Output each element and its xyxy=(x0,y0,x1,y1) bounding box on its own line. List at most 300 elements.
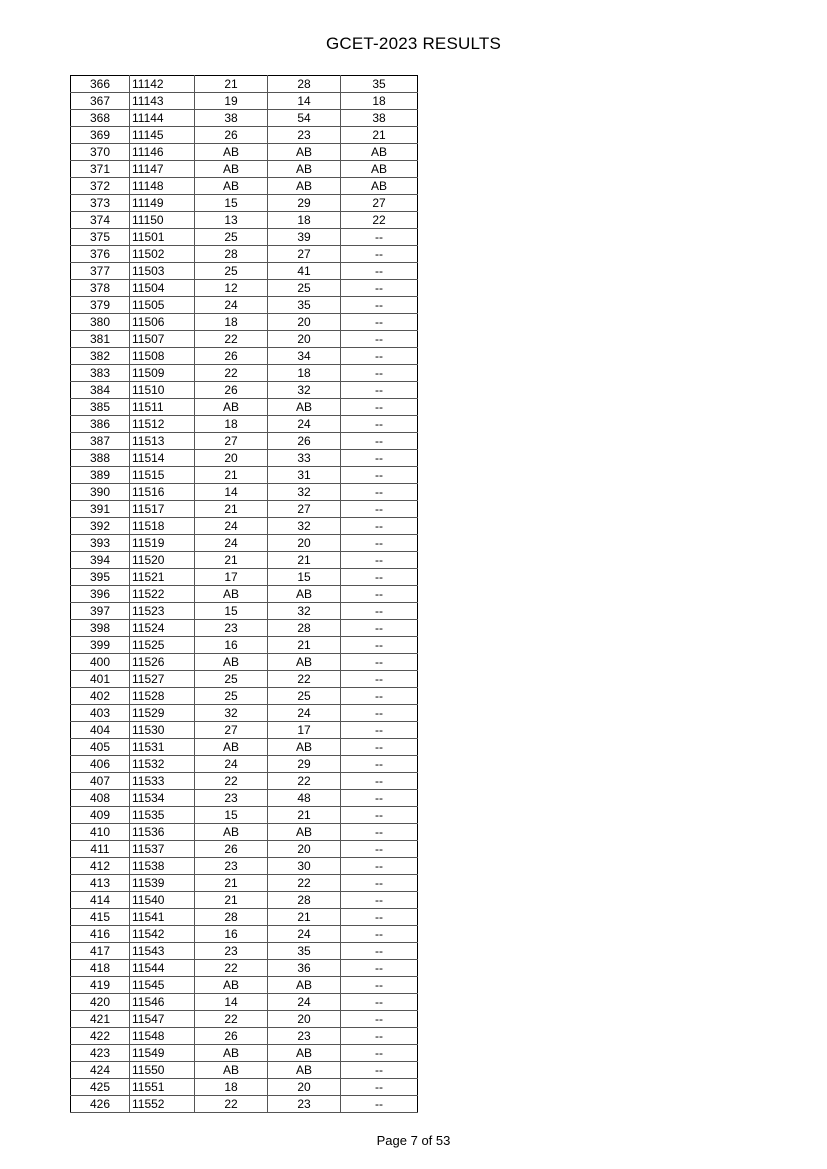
score-3-cell: -- xyxy=(341,297,418,314)
roll-number-cell: 11524 xyxy=(130,620,195,637)
score-1-cell: 24 xyxy=(195,535,268,552)
serial-number-cell: 382 xyxy=(71,348,130,365)
score-3-cell: 27 xyxy=(341,195,418,212)
roll-number-cell: 11519 xyxy=(130,535,195,552)
score-3-cell: 38 xyxy=(341,110,418,127)
roll-number-cell: 11523 xyxy=(130,603,195,620)
roll-number-cell: 11540 xyxy=(130,892,195,909)
score-1-cell: 20 xyxy=(195,450,268,467)
table-row xyxy=(71,722,418,739)
roll-number-cell: 11541 xyxy=(130,909,195,926)
roll-number-cell: 11144 xyxy=(130,110,195,127)
score-2-cell: 21 xyxy=(268,552,341,569)
score-1-cell: 17 xyxy=(195,569,268,586)
table-row xyxy=(71,977,418,994)
score-3-cell: -- xyxy=(341,1096,418,1113)
table-row xyxy=(71,195,418,212)
serial-number-cell: 384 xyxy=(71,382,130,399)
serial-number-cell: 391 xyxy=(71,501,130,518)
roll-number-cell: 11529 xyxy=(130,705,195,722)
roll-number-cell: 11549 xyxy=(130,1045,195,1062)
score-3-cell: -- xyxy=(341,875,418,892)
score-1-cell: 21 xyxy=(195,552,268,569)
score-1-cell: 23 xyxy=(195,858,268,875)
table-row xyxy=(71,654,418,671)
score-3-cell: 21 xyxy=(341,127,418,144)
roll-number-cell: 11543 xyxy=(130,943,195,960)
score-3-cell: -- xyxy=(341,705,418,722)
table-row xyxy=(71,756,418,773)
table-row xyxy=(71,1079,418,1096)
score-1-cell: AB xyxy=(195,977,268,994)
page-title: GCET-2023 RESULTS xyxy=(325,34,502,53)
score-3-cell: -- xyxy=(341,841,418,858)
roll-number-cell: 11503 xyxy=(130,263,195,280)
score-3-cell: -- xyxy=(341,1011,418,1028)
serial-number-cell: 392 xyxy=(71,518,130,535)
results-table-body xyxy=(71,76,418,1113)
roll-number-cell: 11552 xyxy=(130,1096,195,1113)
table-row xyxy=(71,875,418,892)
serial-number-cell: 420 xyxy=(71,994,130,1011)
score-2-cell: AB xyxy=(268,654,341,671)
score-2-cell: 54 xyxy=(268,110,341,127)
score-3-cell: -- xyxy=(341,331,418,348)
score-3-cell: -- xyxy=(341,807,418,824)
serial-number-cell: 401 xyxy=(71,671,130,688)
score-3-cell: -- xyxy=(341,382,418,399)
serial-number-cell: 371 xyxy=(71,161,130,178)
score-1-cell: 25 xyxy=(195,671,268,688)
roll-number-cell: 11509 xyxy=(130,365,195,382)
score-3-cell: -- xyxy=(341,654,418,671)
score-1-cell: 28 xyxy=(195,909,268,926)
roll-number-cell: 11512 xyxy=(130,416,195,433)
roll-number-cell: 11511 xyxy=(130,399,195,416)
score-2-cell: AB xyxy=(268,178,341,195)
score-3-cell: -- xyxy=(341,450,418,467)
score-1-cell: 15 xyxy=(195,807,268,824)
table-row xyxy=(71,382,418,399)
score-1-cell: 24 xyxy=(195,297,268,314)
score-2-cell: 20 xyxy=(268,1011,341,1028)
roll-number-cell: 11513 xyxy=(130,433,195,450)
serial-number-cell: 426 xyxy=(71,1096,130,1113)
score-2-cell: 21 xyxy=(268,909,341,926)
score-2-cell: 17 xyxy=(268,722,341,739)
score-3-cell: -- xyxy=(341,824,418,841)
table-row xyxy=(71,467,418,484)
table-row xyxy=(71,586,418,603)
score-3-cell: -- xyxy=(341,620,418,637)
serial-number-cell: 381 xyxy=(71,331,130,348)
score-1-cell: 21 xyxy=(195,501,268,518)
score-3-cell: -- xyxy=(341,518,418,535)
score-2-cell: 32 xyxy=(268,518,341,535)
score-3-cell: -- xyxy=(341,858,418,875)
roll-number-cell: 11517 xyxy=(130,501,195,518)
results-table xyxy=(70,75,418,1113)
serial-number-cell: 389 xyxy=(71,467,130,484)
serial-number-cell: 366 xyxy=(71,76,130,93)
roll-number-cell: 11527 xyxy=(130,671,195,688)
serial-number-cell: 388 xyxy=(71,450,130,467)
table-row xyxy=(71,892,418,909)
score-1-cell: 38 xyxy=(195,110,268,127)
serial-number-cell: 387 xyxy=(71,433,130,450)
score-1-cell: 15 xyxy=(195,195,268,212)
page-number: Page 7 of 53 xyxy=(376,1133,451,1148)
roll-number-cell: 11535 xyxy=(130,807,195,824)
score-2-cell: 22 xyxy=(268,671,341,688)
roll-number-cell: 11148 xyxy=(130,178,195,195)
score-3-cell: AB xyxy=(341,178,418,195)
table-row xyxy=(71,144,418,161)
roll-number-cell: 11537 xyxy=(130,841,195,858)
score-3-cell: -- xyxy=(341,603,418,620)
score-1-cell: 24 xyxy=(195,518,268,535)
score-2-cell: 24 xyxy=(268,416,341,433)
score-3-cell: -- xyxy=(341,909,418,926)
score-1-cell: 21 xyxy=(195,76,268,93)
score-2-cell: 41 xyxy=(268,263,341,280)
score-1-cell: AB xyxy=(195,824,268,841)
score-2-cell: 23 xyxy=(268,127,341,144)
score-2-cell: 28 xyxy=(268,620,341,637)
score-3-cell: -- xyxy=(341,501,418,518)
score-3-cell: -- xyxy=(341,280,418,297)
score-2-cell: 32 xyxy=(268,382,341,399)
table-row xyxy=(71,1062,418,1079)
score-1-cell: AB xyxy=(195,1045,268,1062)
score-1-cell: 14 xyxy=(195,994,268,1011)
table-row xyxy=(71,535,418,552)
table-row xyxy=(71,773,418,790)
score-1-cell: 16 xyxy=(195,637,268,654)
table-row xyxy=(71,365,418,382)
score-1-cell: AB xyxy=(195,178,268,195)
roll-number-cell: 11530 xyxy=(130,722,195,739)
score-2-cell: AB xyxy=(268,1062,341,1079)
score-2-cell: 34 xyxy=(268,348,341,365)
table-row xyxy=(71,127,418,144)
roll-number-cell: 11145 xyxy=(130,127,195,144)
score-2-cell: AB xyxy=(268,586,341,603)
table-row xyxy=(71,569,418,586)
table-row xyxy=(71,909,418,926)
serial-number-cell: 412 xyxy=(71,858,130,875)
score-2-cell: AB xyxy=(268,161,341,178)
table-row xyxy=(71,1045,418,1062)
score-3-cell: -- xyxy=(341,484,418,501)
score-2-cell: 18 xyxy=(268,365,341,382)
score-1-cell: 22 xyxy=(195,773,268,790)
score-2-cell: 24 xyxy=(268,705,341,722)
score-3-cell: -- xyxy=(341,1028,418,1045)
serial-number-cell: 394 xyxy=(71,552,130,569)
serial-number-cell: 372 xyxy=(71,178,130,195)
score-2-cell: AB xyxy=(268,399,341,416)
score-1-cell: 28 xyxy=(195,246,268,263)
score-3-cell: -- xyxy=(341,552,418,569)
table-row xyxy=(71,671,418,688)
roll-number-cell: 11515 xyxy=(130,467,195,484)
serial-number-cell: 424 xyxy=(71,1062,130,1079)
score-2-cell: 28 xyxy=(268,76,341,93)
table-row xyxy=(71,93,418,110)
table-row xyxy=(71,603,418,620)
score-3-cell: -- xyxy=(341,263,418,280)
table-row xyxy=(71,501,418,518)
score-1-cell: 25 xyxy=(195,688,268,705)
roll-number-cell: 11521 xyxy=(130,569,195,586)
score-1-cell: 24 xyxy=(195,756,268,773)
score-2-cell: AB xyxy=(268,739,341,756)
score-2-cell: 32 xyxy=(268,484,341,501)
table-row xyxy=(71,1028,418,1045)
score-2-cell: AB xyxy=(268,144,341,161)
roll-number-cell: 11143 xyxy=(130,93,195,110)
score-1-cell: 32 xyxy=(195,705,268,722)
table-row xyxy=(71,280,418,297)
score-1-cell: AB xyxy=(195,739,268,756)
serial-number-cell: 378 xyxy=(71,280,130,297)
score-1-cell: 21 xyxy=(195,467,268,484)
table-row xyxy=(71,1011,418,1028)
table-row xyxy=(71,110,418,127)
score-2-cell: 27 xyxy=(268,501,341,518)
serial-number-cell: 368 xyxy=(71,110,130,127)
score-1-cell: 26 xyxy=(195,382,268,399)
table-row xyxy=(71,433,418,450)
table-row xyxy=(71,1096,418,1113)
score-3-cell: -- xyxy=(341,586,418,603)
table-row xyxy=(71,229,418,246)
roll-number-cell: 11510 xyxy=(130,382,195,399)
roll-number-cell: 11547 xyxy=(130,1011,195,1028)
table-row xyxy=(71,790,418,807)
roll-number-cell: 11146 xyxy=(130,144,195,161)
score-1-cell: 23 xyxy=(195,790,268,807)
roll-number-cell: 11502 xyxy=(130,246,195,263)
serial-number-cell: 407 xyxy=(71,773,130,790)
score-2-cell: 29 xyxy=(268,756,341,773)
score-2-cell: 35 xyxy=(268,297,341,314)
score-1-cell: 13 xyxy=(195,212,268,229)
serial-number-cell: 409 xyxy=(71,807,130,824)
score-3-cell: -- xyxy=(341,739,418,756)
score-2-cell: 22 xyxy=(268,773,341,790)
score-1-cell: AB xyxy=(195,654,268,671)
roll-number-cell: 11544 xyxy=(130,960,195,977)
score-2-cell: 27 xyxy=(268,246,341,263)
table-row xyxy=(71,212,418,229)
score-2-cell: 32 xyxy=(268,603,341,620)
serial-number-cell: 376 xyxy=(71,246,130,263)
score-1-cell: 18 xyxy=(195,1079,268,1096)
table-row xyxy=(71,416,418,433)
score-1-cell: 18 xyxy=(195,314,268,331)
score-3-cell: -- xyxy=(341,960,418,977)
serial-number-cell: 396 xyxy=(71,586,130,603)
score-2-cell: 26 xyxy=(268,433,341,450)
score-2-cell: 22 xyxy=(268,875,341,892)
score-2-cell: 21 xyxy=(268,807,341,824)
serial-number-cell: 403 xyxy=(71,705,130,722)
serial-number-cell: 414 xyxy=(71,892,130,909)
score-1-cell: 22 xyxy=(195,331,268,348)
score-1-cell: 25 xyxy=(195,229,268,246)
roll-number-cell: 11516 xyxy=(130,484,195,501)
serial-number-cell: 397 xyxy=(71,603,130,620)
score-3-cell: AB xyxy=(341,161,418,178)
score-3-cell: -- xyxy=(341,1062,418,1079)
roll-number-cell: 11522 xyxy=(130,586,195,603)
table-row xyxy=(71,263,418,280)
score-2-cell: 18 xyxy=(268,212,341,229)
serial-number-cell: 422 xyxy=(71,1028,130,1045)
serial-number-cell: 410 xyxy=(71,824,130,841)
table-row xyxy=(71,994,418,1011)
table-row xyxy=(71,161,418,178)
roll-number-cell: 11514 xyxy=(130,450,195,467)
score-3-cell: -- xyxy=(341,943,418,960)
roll-number-cell: 11548 xyxy=(130,1028,195,1045)
score-2-cell: 30 xyxy=(268,858,341,875)
serial-number-cell: 395 xyxy=(71,569,130,586)
serial-number-cell: 419 xyxy=(71,977,130,994)
serial-number-cell: 411 xyxy=(71,841,130,858)
score-1-cell: 15 xyxy=(195,603,268,620)
score-2-cell: 29 xyxy=(268,195,341,212)
roll-number-cell: 11501 xyxy=(130,229,195,246)
serial-number-cell: 423 xyxy=(71,1045,130,1062)
table-row xyxy=(71,739,418,756)
roll-number-cell: 11534 xyxy=(130,790,195,807)
score-1-cell: 25 xyxy=(195,263,268,280)
score-3-cell: -- xyxy=(341,994,418,1011)
roll-number-cell: 11504 xyxy=(130,280,195,297)
score-2-cell: 24 xyxy=(268,994,341,1011)
roll-number-cell: 11550 xyxy=(130,1062,195,1079)
roll-number-cell: 11518 xyxy=(130,518,195,535)
table-row xyxy=(71,76,418,93)
serial-number-cell: 385 xyxy=(71,399,130,416)
score-2-cell: 25 xyxy=(268,280,341,297)
serial-number-cell: 375 xyxy=(71,229,130,246)
score-1-cell: 23 xyxy=(195,943,268,960)
score-1-cell: AB xyxy=(195,161,268,178)
serial-number-cell: 421 xyxy=(71,1011,130,1028)
score-3-cell: -- xyxy=(341,892,418,909)
score-2-cell: AB xyxy=(268,1045,341,1062)
score-3-cell: 35 xyxy=(341,76,418,93)
serial-number-cell: 383 xyxy=(71,365,130,382)
table-row xyxy=(71,807,418,824)
serial-number-cell: 400 xyxy=(71,654,130,671)
table-row xyxy=(71,331,418,348)
serial-number-cell: 416 xyxy=(71,926,130,943)
roll-number-cell: 11528 xyxy=(130,688,195,705)
score-3-cell: -- xyxy=(341,433,418,450)
score-3-cell: -- xyxy=(341,399,418,416)
score-1-cell: 21 xyxy=(195,892,268,909)
table-row xyxy=(71,824,418,841)
roll-number-cell: 11142 xyxy=(130,76,195,93)
serial-number-cell: 386 xyxy=(71,416,130,433)
serial-number-cell: 399 xyxy=(71,637,130,654)
score-1-cell: AB xyxy=(195,144,268,161)
serial-number-cell: 415 xyxy=(71,909,130,926)
table-row xyxy=(71,348,418,365)
score-3-cell: -- xyxy=(341,348,418,365)
score-3-cell: -- xyxy=(341,671,418,688)
score-1-cell: 23 xyxy=(195,620,268,637)
serial-number-cell: 369 xyxy=(71,127,130,144)
roll-number-cell: 11538 xyxy=(130,858,195,875)
table-row xyxy=(71,399,418,416)
serial-number-cell: 390 xyxy=(71,484,130,501)
table-row xyxy=(71,484,418,501)
score-2-cell: 21 xyxy=(268,637,341,654)
score-3-cell: 22 xyxy=(341,212,418,229)
score-3-cell: -- xyxy=(341,926,418,943)
score-2-cell: 14 xyxy=(268,93,341,110)
serial-number-cell: 425 xyxy=(71,1079,130,1096)
score-2-cell: 24 xyxy=(268,926,341,943)
serial-number-cell: 377 xyxy=(71,263,130,280)
score-3-cell: -- xyxy=(341,535,418,552)
serial-number-cell: 374 xyxy=(71,212,130,229)
score-1-cell: AB xyxy=(195,1062,268,1079)
score-3-cell: -- xyxy=(341,773,418,790)
score-1-cell: 26 xyxy=(195,348,268,365)
table-row xyxy=(71,518,418,535)
score-3-cell: 18 xyxy=(341,93,418,110)
score-3-cell: -- xyxy=(341,569,418,586)
score-2-cell: 23 xyxy=(268,1096,341,1113)
roll-number-cell: 11533 xyxy=(130,773,195,790)
roll-number-cell: 11539 xyxy=(130,875,195,892)
serial-number-cell: 370 xyxy=(71,144,130,161)
serial-number-cell: 380 xyxy=(71,314,130,331)
score-3-cell: -- xyxy=(341,688,418,705)
serial-number-cell: 413 xyxy=(71,875,130,892)
score-1-cell: 12 xyxy=(195,280,268,297)
table-row xyxy=(71,943,418,960)
roll-number-cell: 11149 xyxy=(130,195,195,212)
roll-number-cell: 11536 xyxy=(130,824,195,841)
serial-number-cell: 418 xyxy=(71,960,130,977)
score-2-cell: 20 xyxy=(268,314,341,331)
table-row xyxy=(71,178,418,195)
roll-number-cell: 11508 xyxy=(130,348,195,365)
table-row xyxy=(71,314,418,331)
score-1-cell: 18 xyxy=(195,416,268,433)
score-3-cell: -- xyxy=(341,416,418,433)
table-row xyxy=(71,450,418,467)
score-3-cell: -- xyxy=(341,229,418,246)
roll-number-cell: 11551 xyxy=(130,1079,195,1096)
score-2-cell: 33 xyxy=(268,450,341,467)
score-3-cell: -- xyxy=(341,467,418,484)
table-row xyxy=(71,705,418,722)
roll-number-cell: 11506 xyxy=(130,314,195,331)
serial-number-cell: 379 xyxy=(71,297,130,314)
score-2-cell: AB xyxy=(268,824,341,841)
roll-number-cell: 11542 xyxy=(130,926,195,943)
score-1-cell: 26 xyxy=(195,841,268,858)
